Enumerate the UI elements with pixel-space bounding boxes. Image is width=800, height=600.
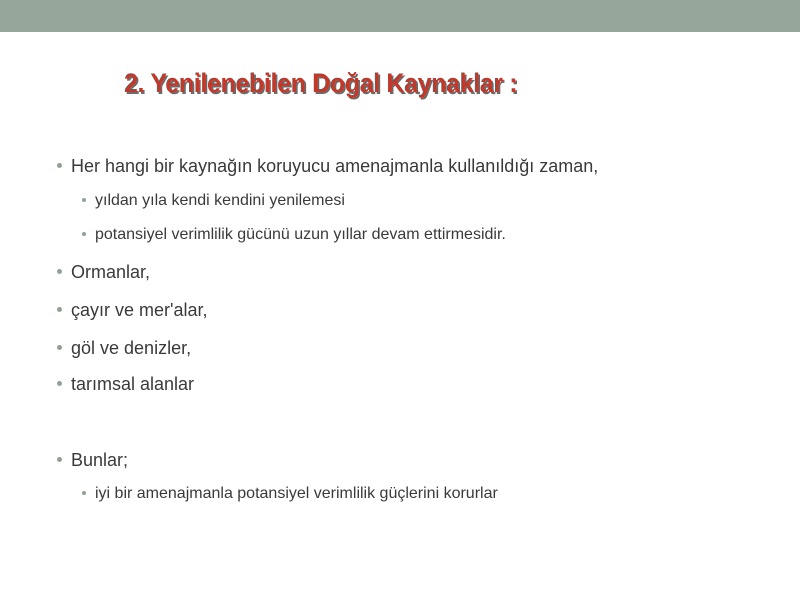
bullet-text: tarımsal alanlar [71, 374, 195, 394]
bullet-item-1 [71, 155, 598, 177]
bullet-text: Ormanlar, [71, 262, 151, 282]
bullet-text: Her hangi bir kaynağın koruyucu amenajmanla kullanıldığı zaman, [71, 156, 599, 176]
bullet-dot-icon [57, 269, 62, 274]
bullet-dot-icon [57, 307, 62, 312]
bullet-item-5 [71, 373, 194, 395]
sub-bullet-item-2 [95, 225, 506, 245]
slide-title: 2. Yenilenebilen Doğal Kaynaklar : [124, 68, 518, 98]
bullet-text: göl ve denizler, [71, 338, 192, 358]
bullet-dot-icon [57, 163, 62, 168]
bullet-dot-icon [57, 381, 62, 386]
sub-bullet-item-1 [95, 191, 345, 211]
sub-bullet-dot-icon [82, 491, 86, 495]
sub-bullet-item-3 [95, 484, 498, 504]
bullet-item-6 [71, 449, 128, 471]
bullet-item-4 [71, 337, 191, 359]
bullet-dot-icon [57, 345, 62, 350]
bullet-text: yıldan yıla kendi kendini yenilemesi [95, 192, 345, 209]
bullet-text: potansiyel verimlilik gücünü uzun yıllar devam ettirmesidir. [95, 226, 506, 243]
bullet-dot-icon [57, 457, 62, 462]
bullet-text: iyi bir amenajmanla potansiyel verimlilik güçlerini korurlar [95, 485, 498, 502]
bullet-item-3 [71, 299, 207, 321]
bullet-item-2 [71, 261, 150, 283]
bullet-text: çayır ve mer'alar, [71, 300, 208, 320]
sub-bullet-dot-icon [82, 198, 86, 202]
bullet-text: Bunlar; [71, 450, 129, 470]
sub-bullet-dot-icon [82, 232, 86, 236]
